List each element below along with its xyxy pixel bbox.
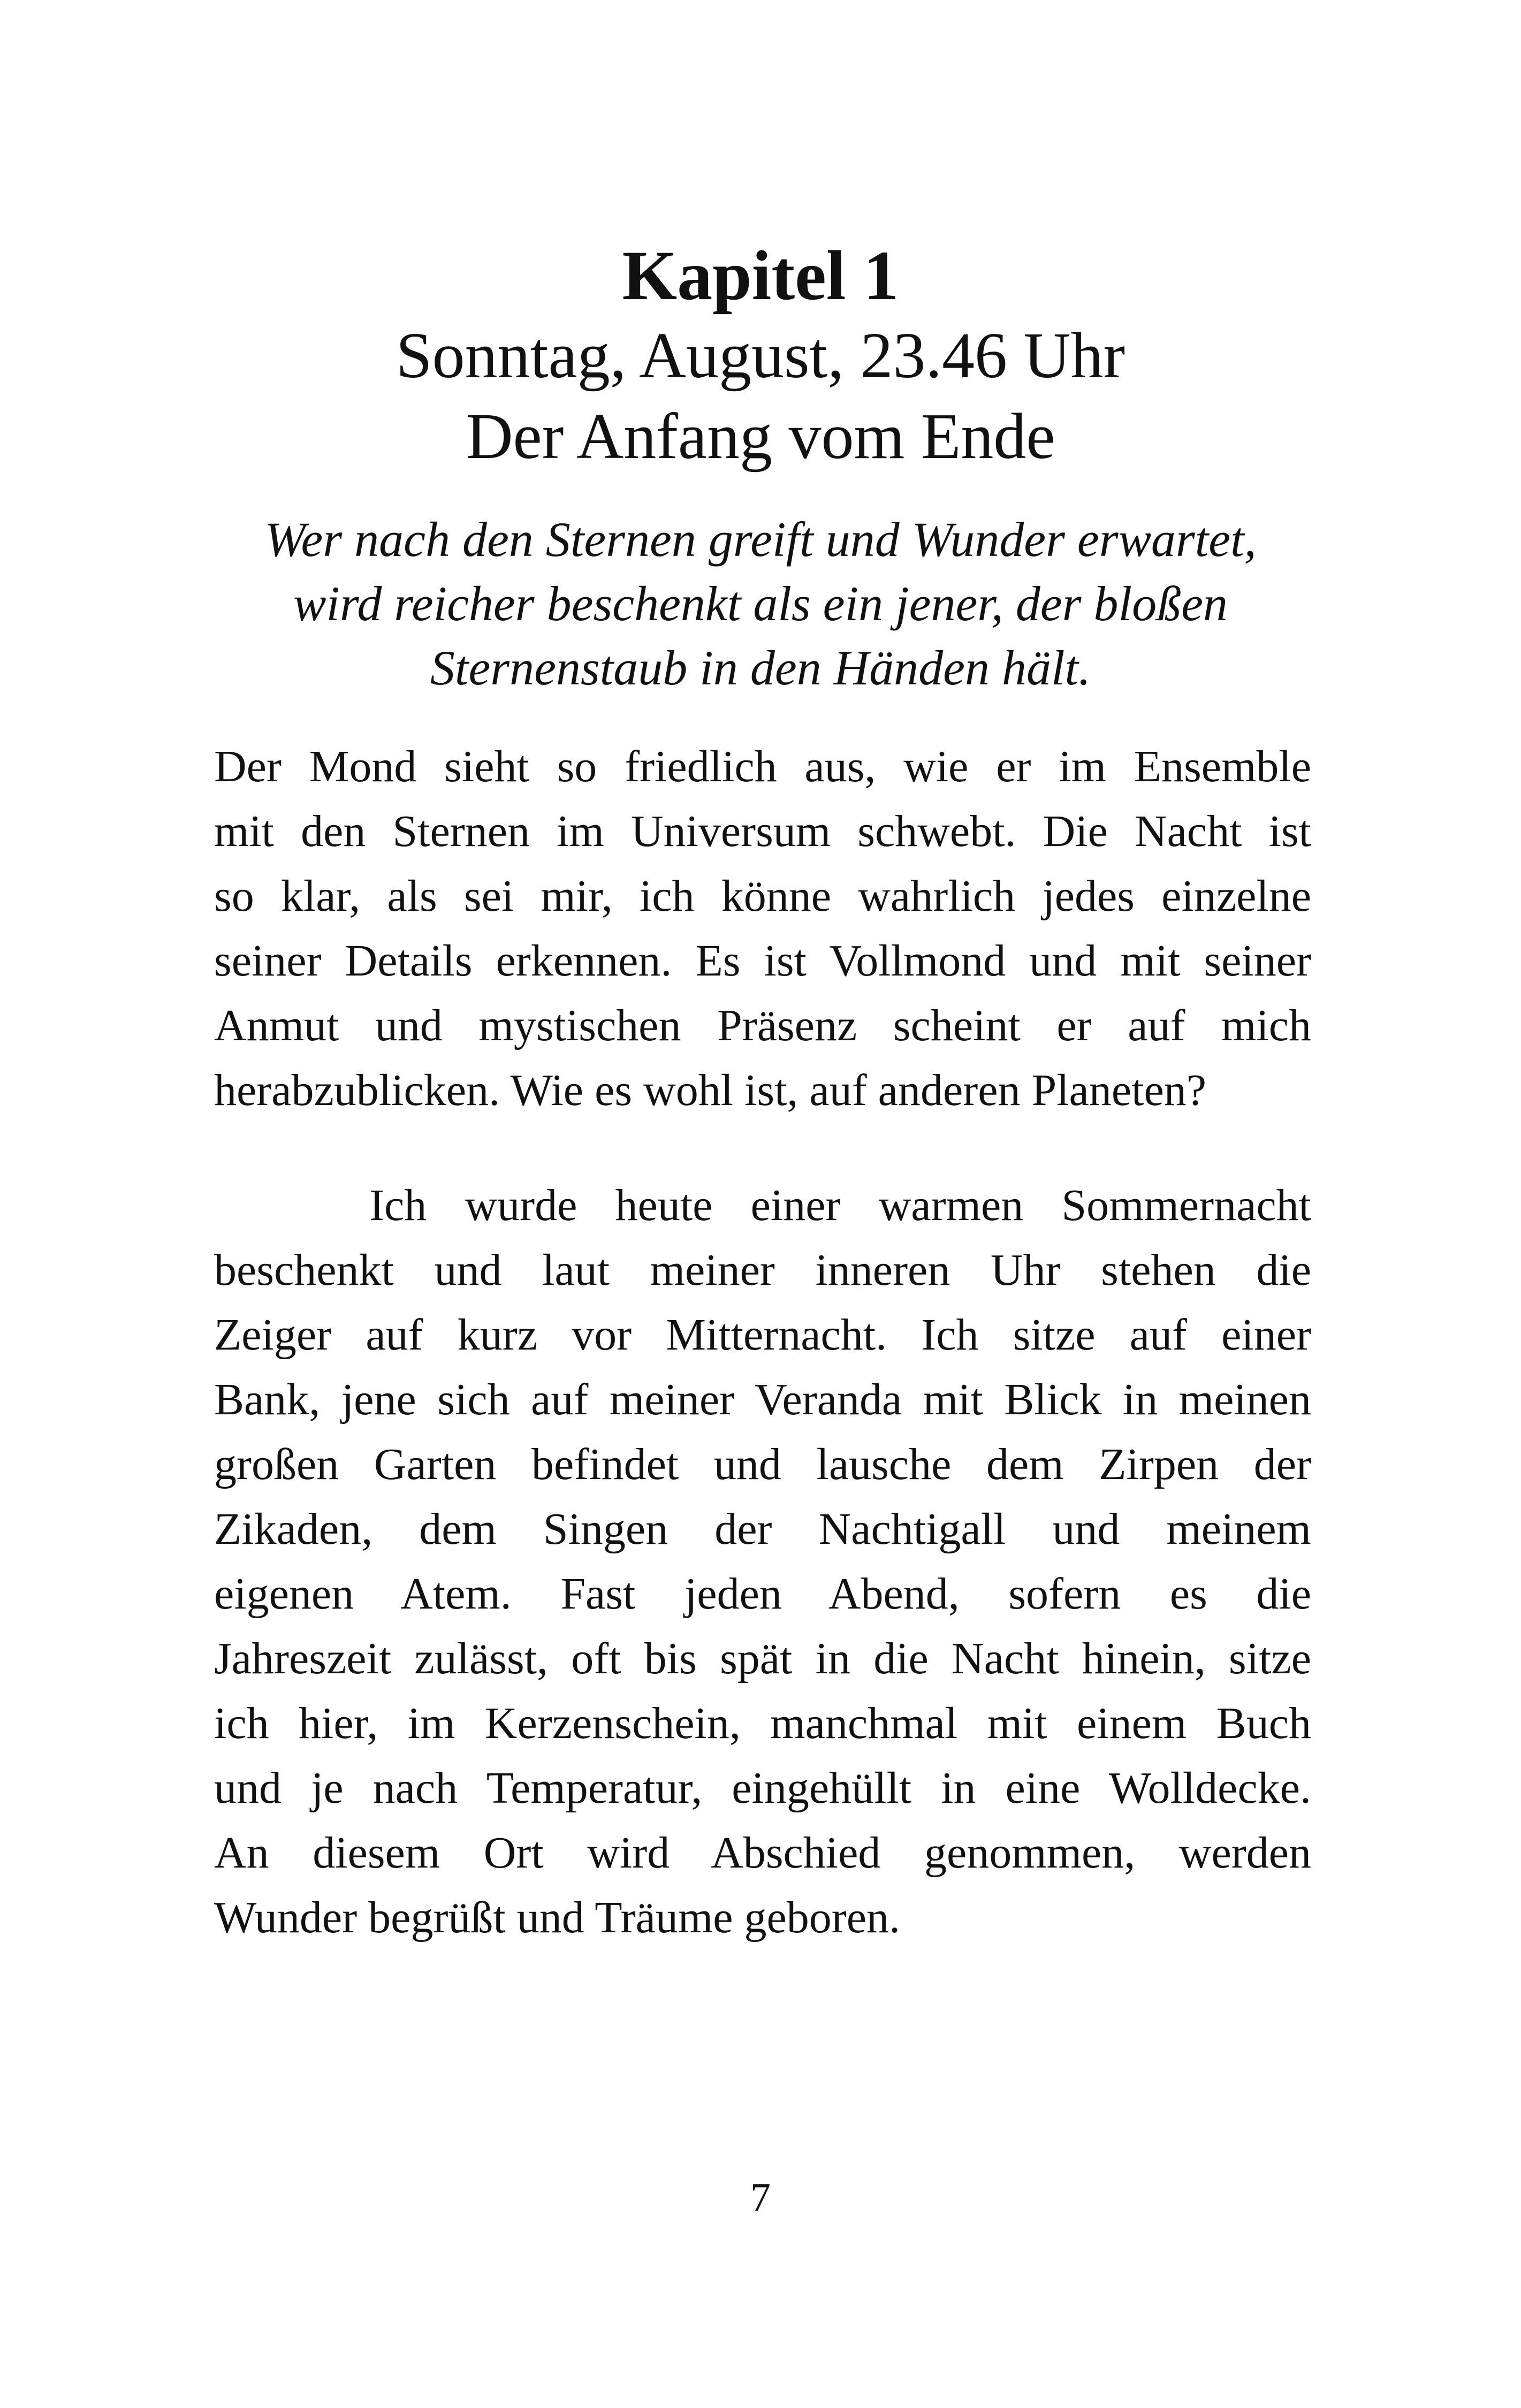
- text-line: Ich wurde heute einer warmen Sommernacht: [369, 1180, 1311, 1230]
- text-line: Jahreszeit zulässt, oft bis spät in die Nacht hinein, sitze: [214, 1634, 1311, 1683]
- text-line: Bank, jene sich auf meiner Veranda mit Blick in meinen: [214, 1375, 1311, 1424]
- chapter-header: [161, 235, 1360, 477]
- epigraph-line: Sternenstaub in den Händen hält.: [430, 641, 1091, 695]
- text-line: beschenkt und laut meiner inneren Uhr stehen die: [214, 1245, 1311, 1295]
- epigraph: [203, 507, 1318, 700]
- paragraph-1: [214, 734, 1311, 1123]
- epigraph-line: wird reicher beschenkt als ein jener, der bloßen: [293, 576, 1228, 631]
- text-line: An diesem Ort wird Abschied genommen, werden: [214, 1828, 1311, 1878]
- text-line: herabzublicken. Wie es wohl ist, auf anderen Planeten?: [214, 1065, 1207, 1115]
- text-line: eigenen Atem. Fast jeden Abend, sofern es die: [214, 1569, 1311, 1619]
- paragraph-2: [214, 1173, 1311, 1950]
- text-line: und je nach Temperatur, eingehüllt in eine Wolldecke.: [214, 1763, 1311, 1813]
- chapter-title: Der Anfang vom Ende: [466, 400, 1055, 473]
- text-line: Wunder begrüßt und Träume geboren.: [214, 1893, 901, 1942]
- text-line: seiner Details erkennen. Es ist Vollmond und mit seiner: [214, 936, 1311, 986]
- text-line: Anmut und mystischen Präsenz scheint er auf mich: [214, 1001, 1311, 1050]
- text-line: großen Garten befindet und lausche dem Zirpen der: [214, 1439, 1311, 1489]
- text-line: ich hier, im Kerzenschein, manchmal mit einem Buch: [214, 1698, 1311, 1748]
- text-line: Zeiger auf kurz vor Mitternacht. Ich sitze auf einer: [214, 1310, 1311, 1360]
- page-number: 7: [750, 2175, 771, 2220]
- text-line: Der Mond sieht so friedlich aus, wie er im Ensemble: [214, 742, 1311, 791]
- chapter-number: Kapitel 1: [622, 236, 899, 315]
- text-line: so klar, als sei mir, ich könne wahrlich jedes einzelne: [214, 871, 1311, 921]
- chapter-datetime: Sonntag, August, 23.46 Uhr: [396, 319, 1125, 392]
- epigraph-line: Wer nach den Sternen greift und Wunder erwartet,: [264, 512, 1257, 567]
- text-line: mit den Sternen im Universum schwebt. Die Nacht ist: [214, 806, 1311, 856]
- text-line: Zikaden, dem Singen der Nachtigall und meinem: [214, 1504, 1311, 1554]
